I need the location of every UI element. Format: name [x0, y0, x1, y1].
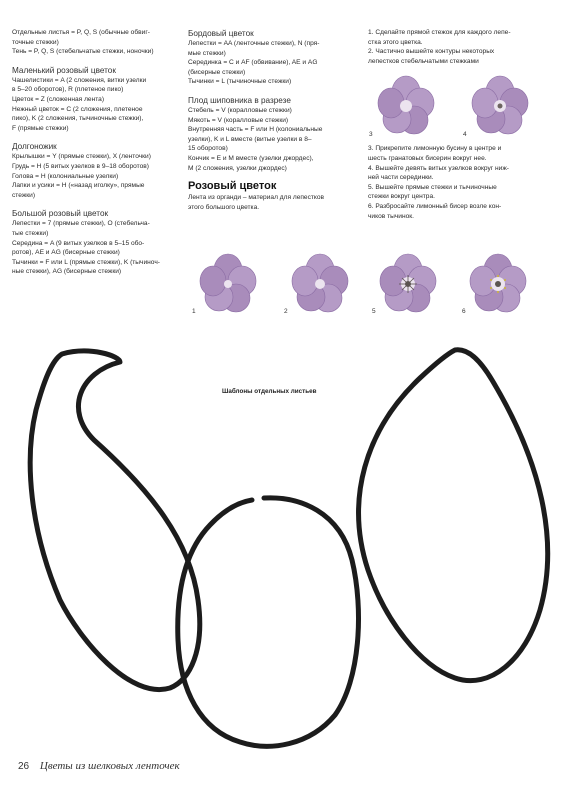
photo-number: 4	[463, 131, 467, 138]
text-line: Голова = H (колониальные узелки)	[12, 172, 119, 180]
section-title: Большой розовый цветок	[12, 209, 109, 219]
text-line: Кончик = E и M вместе (узелки джордес),	[188, 154, 314, 162]
text-line: 2. Частично вышейте контуры некоторых	[368, 48, 495, 56]
section-title: Маленький розовый цветок	[12, 65, 116, 75]
text-line: шесть гранатовых бисерин вокруг нее.	[368, 154, 487, 162]
text-line: Тычинки = F или L (прямые стежки), K (тычиноч-	[12, 258, 160, 266]
text-line: 6. Разбросайте лимонный бисер возле кон-	[368, 202, 502, 210]
text-line: Тычинки = L (тычиночные стежки)	[188, 78, 292, 86]
text-line: ные стежки), AG (бисерные стежки)	[12, 268, 122, 276]
text-line: Серединка = C и AF (обвивание), AE и AG	[188, 59, 318, 67]
text-line: 5. Вышейте прямые стежки и тычиночные	[368, 183, 497, 191]
leaf-templates-caption: Шаблоны отдельных листьев	[222, 388, 317, 395]
text-line: Лепестки = AA (ленточные стежки), N (пря-	[188, 40, 320, 47]
text-line: 3. Прикрепите лимонную бусину в центре и	[368, 145, 502, 153]
text-line: 4. Вышейте девять витых узелков вокруг ниж-	[368, 164, 509, 172]
section-title: Бордовый цветок	[188, 29, 254, 38]
text-line: Лента из органди – материал для лепестков	[188, 194, 325, 202]
leaf-outline-left	[30, 351, 200, 690]
text-line: тые стежки)	[12, 229, 49, 237]
text-line: Внутренняя часть = F или H (колониальные	[188, 126, 323, 134]
text-line: Лепестки = 7 (прямые стежки), O (стебельча-	[12, 220, 150, 228]
text-line: в 5–20 оборотов), R (плетеное пико)	[12, 86, 124, 94]
text-line: (бисерные стежки)	[188, 68, 246, 76]
page-footer	[18, 760, 180, 772]
text-line: стка этого цветка.	[368, 38, 423, 46]
photo-number: 6	[462, 308, 466, 315]
text-line: Отдельные листья = P, Q, S (обычные обвиг-	[12, 29, 150, 36]
photo-number: 1	[192, 308, 196, 315]
text-line: ротов), AE и AG (бисерные стежки)	[12, 249, 120, 257]
text-line: F (прямые стежки)	[12, 124, 69, 132]
text-line: Нежный цветок = C (2 сложения, плетеное	[12, 105, 143, 113]
text-line: 1. Сделайте прямой стежок для каждого лепе-	[368, 29, 511, 36]
text-line: пико), K (2 сложения, тычиночные стежки),	[12, 115, 144, 123]
text-line: M (2 сложения, узелки джордес)	[188, 164, 287, 172]
section-title: Плод шиповника в разрезе	[188, 95, 291, 105]
text-line: лепестков стебельчатыми стежками	[368, 57, 479, 65]
text-line: Стебель = V (коралловые стежки)	[188, 106, 292, 114]
text-line: этого большого цветка.	[188, 203, 260, 211]
text-line: Тень = P, Q, S (стебельчатые стежки, ноночки)	[12, 48, 154, 56]
text-line: Чашелистики = A (2 сложения, витки узелки	[12, 76, 147, 84]
text-line: Цветок = Z (сложенная лента)	[12, 95, 105, 103]
text-line: Мякоть = V (коралловые стежки)	[188, 116, 289, 124]
text-line: стежки вокруг центра.	[368, 193, 435, 201]
photo-number: 5	[372, 308, 376, 315]
text-line: стежки)	[12, 191, 36, 199]
section-title: Долгоножик	[12, 142, 57, 152]
rose-title: Розовый цветок	[188, 180, 277, 193]
text-line: Лапки и усики = H («назад иголку», прямые	[12, 182, 145, 190]
text-line: 15 оборотов)	[188, 145, 228, 153]
text-line: Середина = A (9 витых узелков в 5–15 обо-	[12, 239, 145, 247]
photo-number: 2	[284, 308, 288, 315]
photo-number: 3	[369, 131, 373, 138]
text-line: чиков тычинок.	[368, 212, 414, 220]
text-line: Крылышки = Y (прямые стежки), X (ленточки)	[12, 153, 151, 161]
text-line: Грудь = H (5 витых узелков в 9–18 оборотов)	[12, 162, 149, 170]
text-line: узелки), K и L вместе (витые узелки в 8–	[188, 135, 312, 143]
leaf-outline-right	[359, 350, 548, 681]
text-line: точные стежки)	[12, 38, 59, 46]
book-title: Цветы из шелковых ленточек	[39, 760, 180, 772]
text-line: мые стежки)	[188, 49, 226, 57]
text-line: ней части серединки.	[368, 174, 434, 182]
page-number: 26	[18, 761, 30, 772]
leaf-outline-middle	[178, 498, 359, 746]
